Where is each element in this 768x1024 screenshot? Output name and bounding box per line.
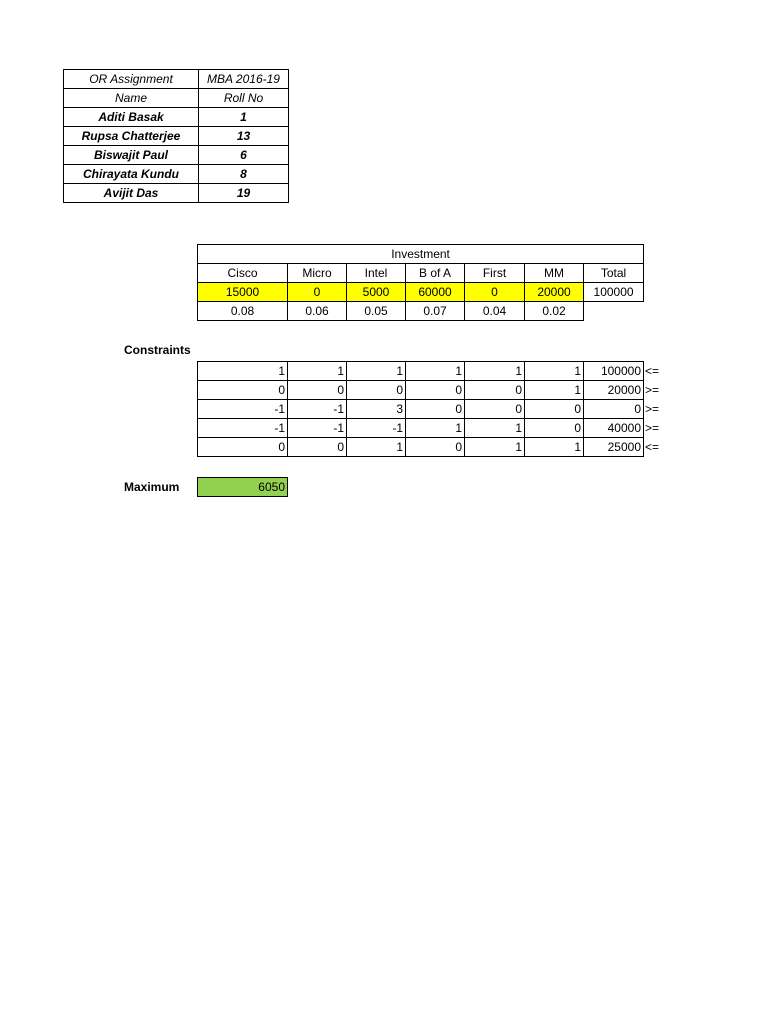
constraint-rhs[interactable]: 20000: [584, 381, 644, 400]
maximum-label: Maximum: [124, 480, 180, 494]
rate-first[interactable]: 0.04: [465, 302, 525, 321]
maximum-value-cell[interactable]: 6050: [197, 477, 288, 497]
col-mm[interactable]: MM: [525, 264, 584, 283]
constraint-coef[interactable]: -1: [288, 400, 347, 419]
constraint-sign[interactable]: <=: [645, 364, 660, 378]
rate-cisco[interactable]: 0.08: [198, 302, 288, 321]
amount-total[interactable]: 100000: [584, 283, 644, 302]
investment-header-row: [198, 264, 644, 283]
investment-rate-row: [198, 302, 644, 321]
col-intel[interactable]: Intel: [347, 264, 406, 283]
constraint-coef[interactable]: 1: [525, 381, 584, 400]
investment-title-row: [198, 245, 644, 264]
investment-title[interactable]: Investment: [198, 245, 644, 264]
rate-intel[interactable]: 0.05: [347, 302, 406, 321]
investment-amount-row: [198, 283, 644, 302]
member-name[interactable]: Rupsa Chatterjee: [64, 127, 199, 146]
constraint-coef[interactable]: -1: [347, 419, 406, 438]
constraint-coef[interactable]: 1: [406, 419, 465, 438]
team-member-row: [64, 127, 289, 146]
constraint-coef[interactable]: 1: [288, 362, 347, 381]
constraint-sign[interactable]: >=: [645, 402, 660, 416]
constraint-coef[interactable]: 0: [406, 438, 465, 457]
member-roll[interactable]: 6: [199, 146, 289, 165]
rate-mm[interactable]: 0.02: [525, 302, 584, 321]
member-name[interactable]: Avijit Das: [64, 184, 199, 203]
constraint-coef[interactable]: 0: [465, 381, 525, 400]
constraint-coef[interactable]: -1: [288, 419, 347, 438]
col-micro[interactable]: Micro: [288, 264, 347, 283]
col-first[interactable]: First: [465, 264, 525, 283]
constraint-sign[interactable]: >=: [645, 383, 660, 397]
rate-empty: [584, 302, 644, 321]
constraint-rhs[interactable]: 25000: [584, 438, 644, 457]
rate-bofa[interactable]: 0.07: [406, 302, 465, 321]
team-member-row: [64, 165, 289, 184]
constraint-coef[interactable]: 1: [525, 362, 584, 381]
constraint-row: [198, 362, 704, 381]
member-roll[interactable]: 19: [199, 184, 289, 203]
constraint-coef[interactable]: 0: [525, 400, 584, 419]
constraint-coef[interactable]: 1: [465, 419, 525, 438]
constraints-table: [197, 361, 704, 457]
rate-micro[interactable]: 0.06: [288, 302, 347, 321]
constraint-coef[interactable]: 0: [406, 381, 465, 400]
amount-mm[interactable]: 20000: [525, 283, 584, 302]
col-total[interactable]: Total: [584, 264, 644, 283]
team-header-row: [64, 70, 289, 89]
amount-intel[interactable]: 5000: [347, 283, 406, 302]
constraint-sign[interactable]: >=: [645, 421, 660, 435]
constraint-coef[interactable]: 0: [288, 438, 347, 457]
constraint-coef[interactable]: 0: [288, 381, 347, 400]
member-name[interactable]: Chirayata Kundu: [64, 165, 199, 184]
constraint-rhs[interactable]: 0: [584, 400, 644, 419]
team-table: [63, 69, 289, 203]
constraint-coef[interactable]: 1: [406, 362, 465, 381]
amount-bofa[interactable]: 60000: [406, 283, 465, 302]
team-col-name[interactable]: Name: [64, 89, 199, 108]
constraint-rhs[interactable]: 40000: [584, 419, 644, 438]
constraint-row: [198, 419, 704, 438]
amount-cisco[interactable]: 15000: [198, 283, 288, 302]
member-roll[interactable]: 8: [199, 165, 289, 184]
team-header-title[interactable]: OR Assignment: [64, 70, 199, 89]
member-name[interactable]: Aditi Basak: [64, 108, 199, 127]
constraint-coef[interactable]: 1: [525, 438, 584, 457]
constraint-coef[interactable]: -1: [198, 400, 288, 419]
constraint-coef[interactable]: 0: [198, 381, 288, 400]
constraint-coef[interactable]: -1: [198, 419, 288, 438]
team-subheader-row: [64, 89, 289, 108]
constraint-coef[interactable]: 0: [347, 381, 406, 400]
constraint-row: [198, 400, 704, 419]
constraint-row: [198, 381, 704, 400]
team-member-row: [64, 146, 289, 165]
member-roll[interactable]: 1: [199, 108, 289, 127]
constraint-coef[interactable]: 1: [347, 438, 406, 457]
team-header-batch[interactable]: MBA 2016-19: [199, 70, 289, 89]
amount-micro[interactable]: 0: [288, 283, 347, 302]
constraint-coef[interactable]: 1: [198, 362, 288, 381]
constraints-label: Constraints: [124, 343, 191, 357]
member-name[interactable]: Biswajit Paul: [64, 146, 199, 165]
constraint-coef[interactable]: 0: [198, 438, 288, 457]
amount-first[interactable]: 0: [465, 283, 525, 302]
constraint-rhs[interactable]: 100000: [584, 362, 644, 381]
constraint-row: [198, 438, 704, 457]
team-member-row: [64, 108, 289, 127]
col-bofa[interactable]: B of A: [406, 264, 465, 283]
constraint-coef[interactable]: 1: [465, 438, 525, 457]
constraint-coef[interactable]: 1: [347, 362, 406, 381]
team-member-row: [64, 184, 289, 203]
constraint-coef[interactable]: 0: [406, 400, 465, 419]
member-roll[interactable]: 13: [199, 127, 289, 146]
team-col-roll[interactable]: Roll No: [199, 89, 289, 108]
constraint-coef[interactable]: 3: [347, 400, 406, 419]
investment-table: [197, 244, 644, 321]
constraint-coef[interactable]: 0: [525, 419, 584, 438]
constraint-coef[interactable]: 1: [465, 362, 525, 381]
col-cisco[interactable]: Cisco: [198, 264, 288, 283]
constraint-sign[interactable]: <=: [645, 440, 660, 454]
constraint-coef[interactable]: 0: [465, 400, 525, 419]
